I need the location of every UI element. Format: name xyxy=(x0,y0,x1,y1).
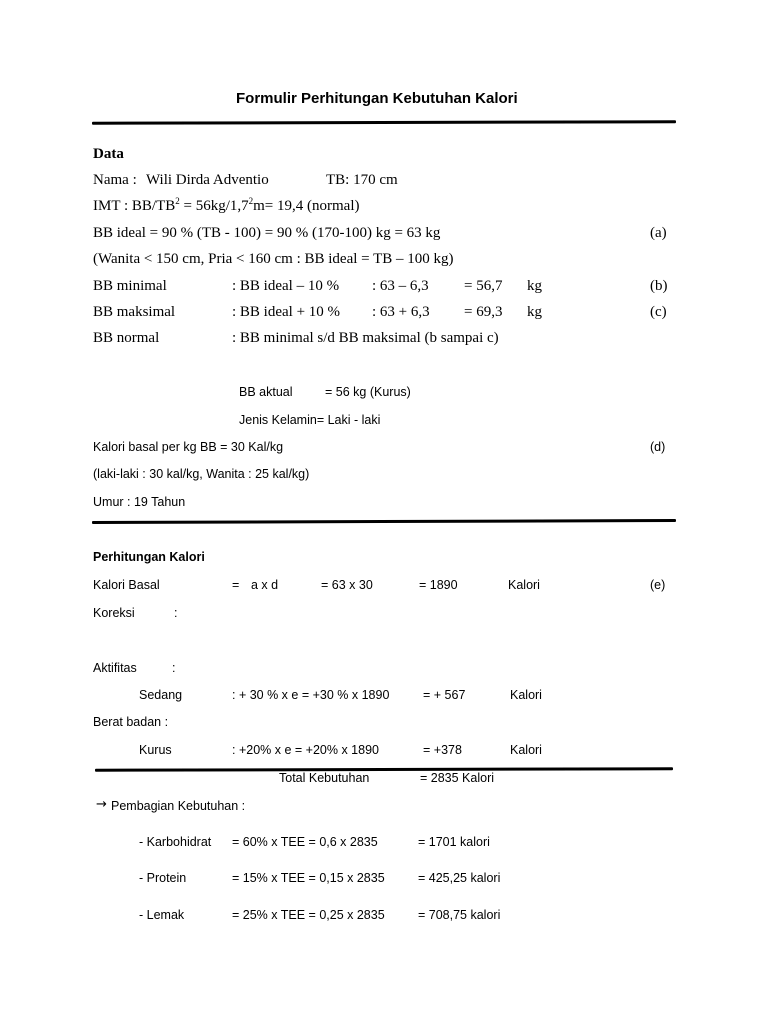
kalori-basal-eq: = xyxy=(232,578,240,592)
kurus-unit: Kalori xyxy=(510,743,542,757)
wanita-note: (Wanita < 150 cm, Pria < 160 cm : BB ideal = TB – 100 kg) xyxy=(93,251,454,267)
jenis-kelamin-label-text: Jenis Kelamin xyxy=(239,413,317,427)
lemak-result: = 708,75 kalori xyxy=(418,908,501,922)
total-value: = 2835 Kalori xyxy=(420,771,495,785)
bb-aktual-value: = 56 kg (Kurus) xyxy=(325,385,411,399)
bb-ideal-text: BB ideal = 90 % (TB - 100) = 90 % (170-100) kg = 63 kg xyxy=(93,225,441,241)
laki-note: (laki-laki : 30 kal/kg, Wanita : 25 kal/kg) xyxy=(93,467,310,481)
total-label: Total Kebutuhan xyxy=(279,771,370,785)
nama-value: Wili Dirda Adventio xyxy=(146,172,269,188)
koreksi-label: Koreksi xyxy=(93,606,135,620)
arrow-right-icon: → xyxy=(96,797,107,812)
kalori-basal-unit: Kalori xyxy=(508,578,540,592)
perhitungan-heading: Perhitungan Kalori xyxy=(93,550,205,564)
ref-c: (c) xyxy=(650,304,667,320)
protein-label: - Protein xyxy=(139,871,187,885)
berat-badan-label: Berat badan : xyxy=(93,715,169,729)
imt-pre: IMT : BB/TB xyxy=(93,198,176,214)
page-title: Formulir Perhitungan Kebutuhan Kalori xyxy=(236,90,518,107)
lemak-label: - Lemak xyxy=(139,908,185,922)
sedang-unit: Kalori xyxy=(510,688,542,702)
data-divider xyxy=(92,519,676,524)
lemak-formula: = 25% x TEE = 0,25 x 2835 xyxy=(232,908,385,922)
sedang-formula: : + 30 % x e = +30 % x 1890 xyxy=(232,688,390,702)
karbohidrat-result: = 1701 kalori xyxy=(418,835,490,849)
umur-text: Umur : 19 Tahun xyxy=(93,495,186,509)
bb-maksimal-label: BB maksimal xyxy=(93,304,176,320)
bb-maksimal-formula: : BB ideal + 10 % xyxy=(232,304,341,320)
bb-minimal-calc: : 63 – 6,3 xyxy=(372,278,429,294)
title-divider xyxy=(92,120,676,125)
sedang-result: = + 567 xyxy=(423,688,466,702)
nama-label: Nama : xyxy=(93,172,137,188)
bb-maksimal-result: = 69,3 xyxy=(464,304,503,320)
bb-normal-formula: : BB minimal s/d BB maksimal (b sampai c) xyxy=(232,330,499,346)
ref-e: (e) xyxy=(650,578,666,592)
pembagian-label: Pembagian Kebutuhan : xyxy=(111,799,246,813)
kalori-basal-calc: = 63 x 30 xyxy=(321,578,373,592)
ref-d: (d) xyxy=(650,440,666,454)
karbohidrat-formula: = 60% x TEE = 0,6 x 2835 xyxy=(232,835,378,849)
bb-minimal-label: BB minimal xyxy=(93,278,167,294)
tb-value: TB: 170 cm xyxy=(326,172,398,188)
bb-minimal-formula: : BB ideal – 10 % xyxy=(232,278,340,294)
bb-maksimal-unit: kg xyxy=(527,304,542,320)
sedang-label: Sedang xyxy=(139,688,183,702)
total-divider xyxy=(95,767,673,772)
kalori-basal-formula: a x d xyxy=(251,578,279,592)
jenis-kelamin-label xyxy=(239,413,380,427)
kalori-basal-result: = 1890 xyxy=(419,578,458,592)
imt-post: m= 19,4 (normal) xyxy=(253,198,360,214)
protein-result: = 425,25 kalori xyxy=(418,871,501,885)
kurus-label: Kurus xyxy=(139,743,172,757)
bb-maksimal-calc: : 63 + 6,3 xyxy=(372,304,430,320)
ref-b: (b) xyxy=(650,278,668,294)
bb-normal-label: BB normal xyxy=(93,330,160,346)
data-heading: Data xyxy=(93,146,124,162)
aktifitas-colon: : xyxy=(172,661,176,675)
jenis-kelamin-value: = Laki - laki xyxy=(316,413,381,427)
imt-sup-1: 2 xyxy=(175,196,180,206)
protein-formula: = 15% x TEE = 0,15 x 2835 xyxy=(232,871,385,885)
kalori-basal-per-kg: Kalori basal per kg BB = 30 Kal/kg xyxy=(93,440,284,454)
kurus-result: = +378 xyxy=(423,743,462,757)
imt-mid: = 56kg/1,7 xyxy=(179,198,249,214)
kurus-formula: : +20% x e = +20% x 1890 xyxy=(232,743,379,757)
imt-sup-2: 2 xyxy=(248,196,254,206)
bb-aktual-label: BB aktual xyxy=(239,385,293,399)
imt-formula xyxy=(93,198,360,215)
koreksi-colon: : xyxy=(174,606,178,620)
ref-a: (a) xyxy=(650,225,667,241)
aktifitas-label: Aktifitas xyxy=(93,661,137,675)
karbohidrat-label: - Karbohidrat xyxy=(139,835,212,849)
bb-minimal-result: = 56,7 xyxy=(464,278,503,294)
kalori-basal-label: Kalori Basal xyxy=(93,578,160,592)
bb-minimal-unit: kg xyxy=(527,278,542,294)
